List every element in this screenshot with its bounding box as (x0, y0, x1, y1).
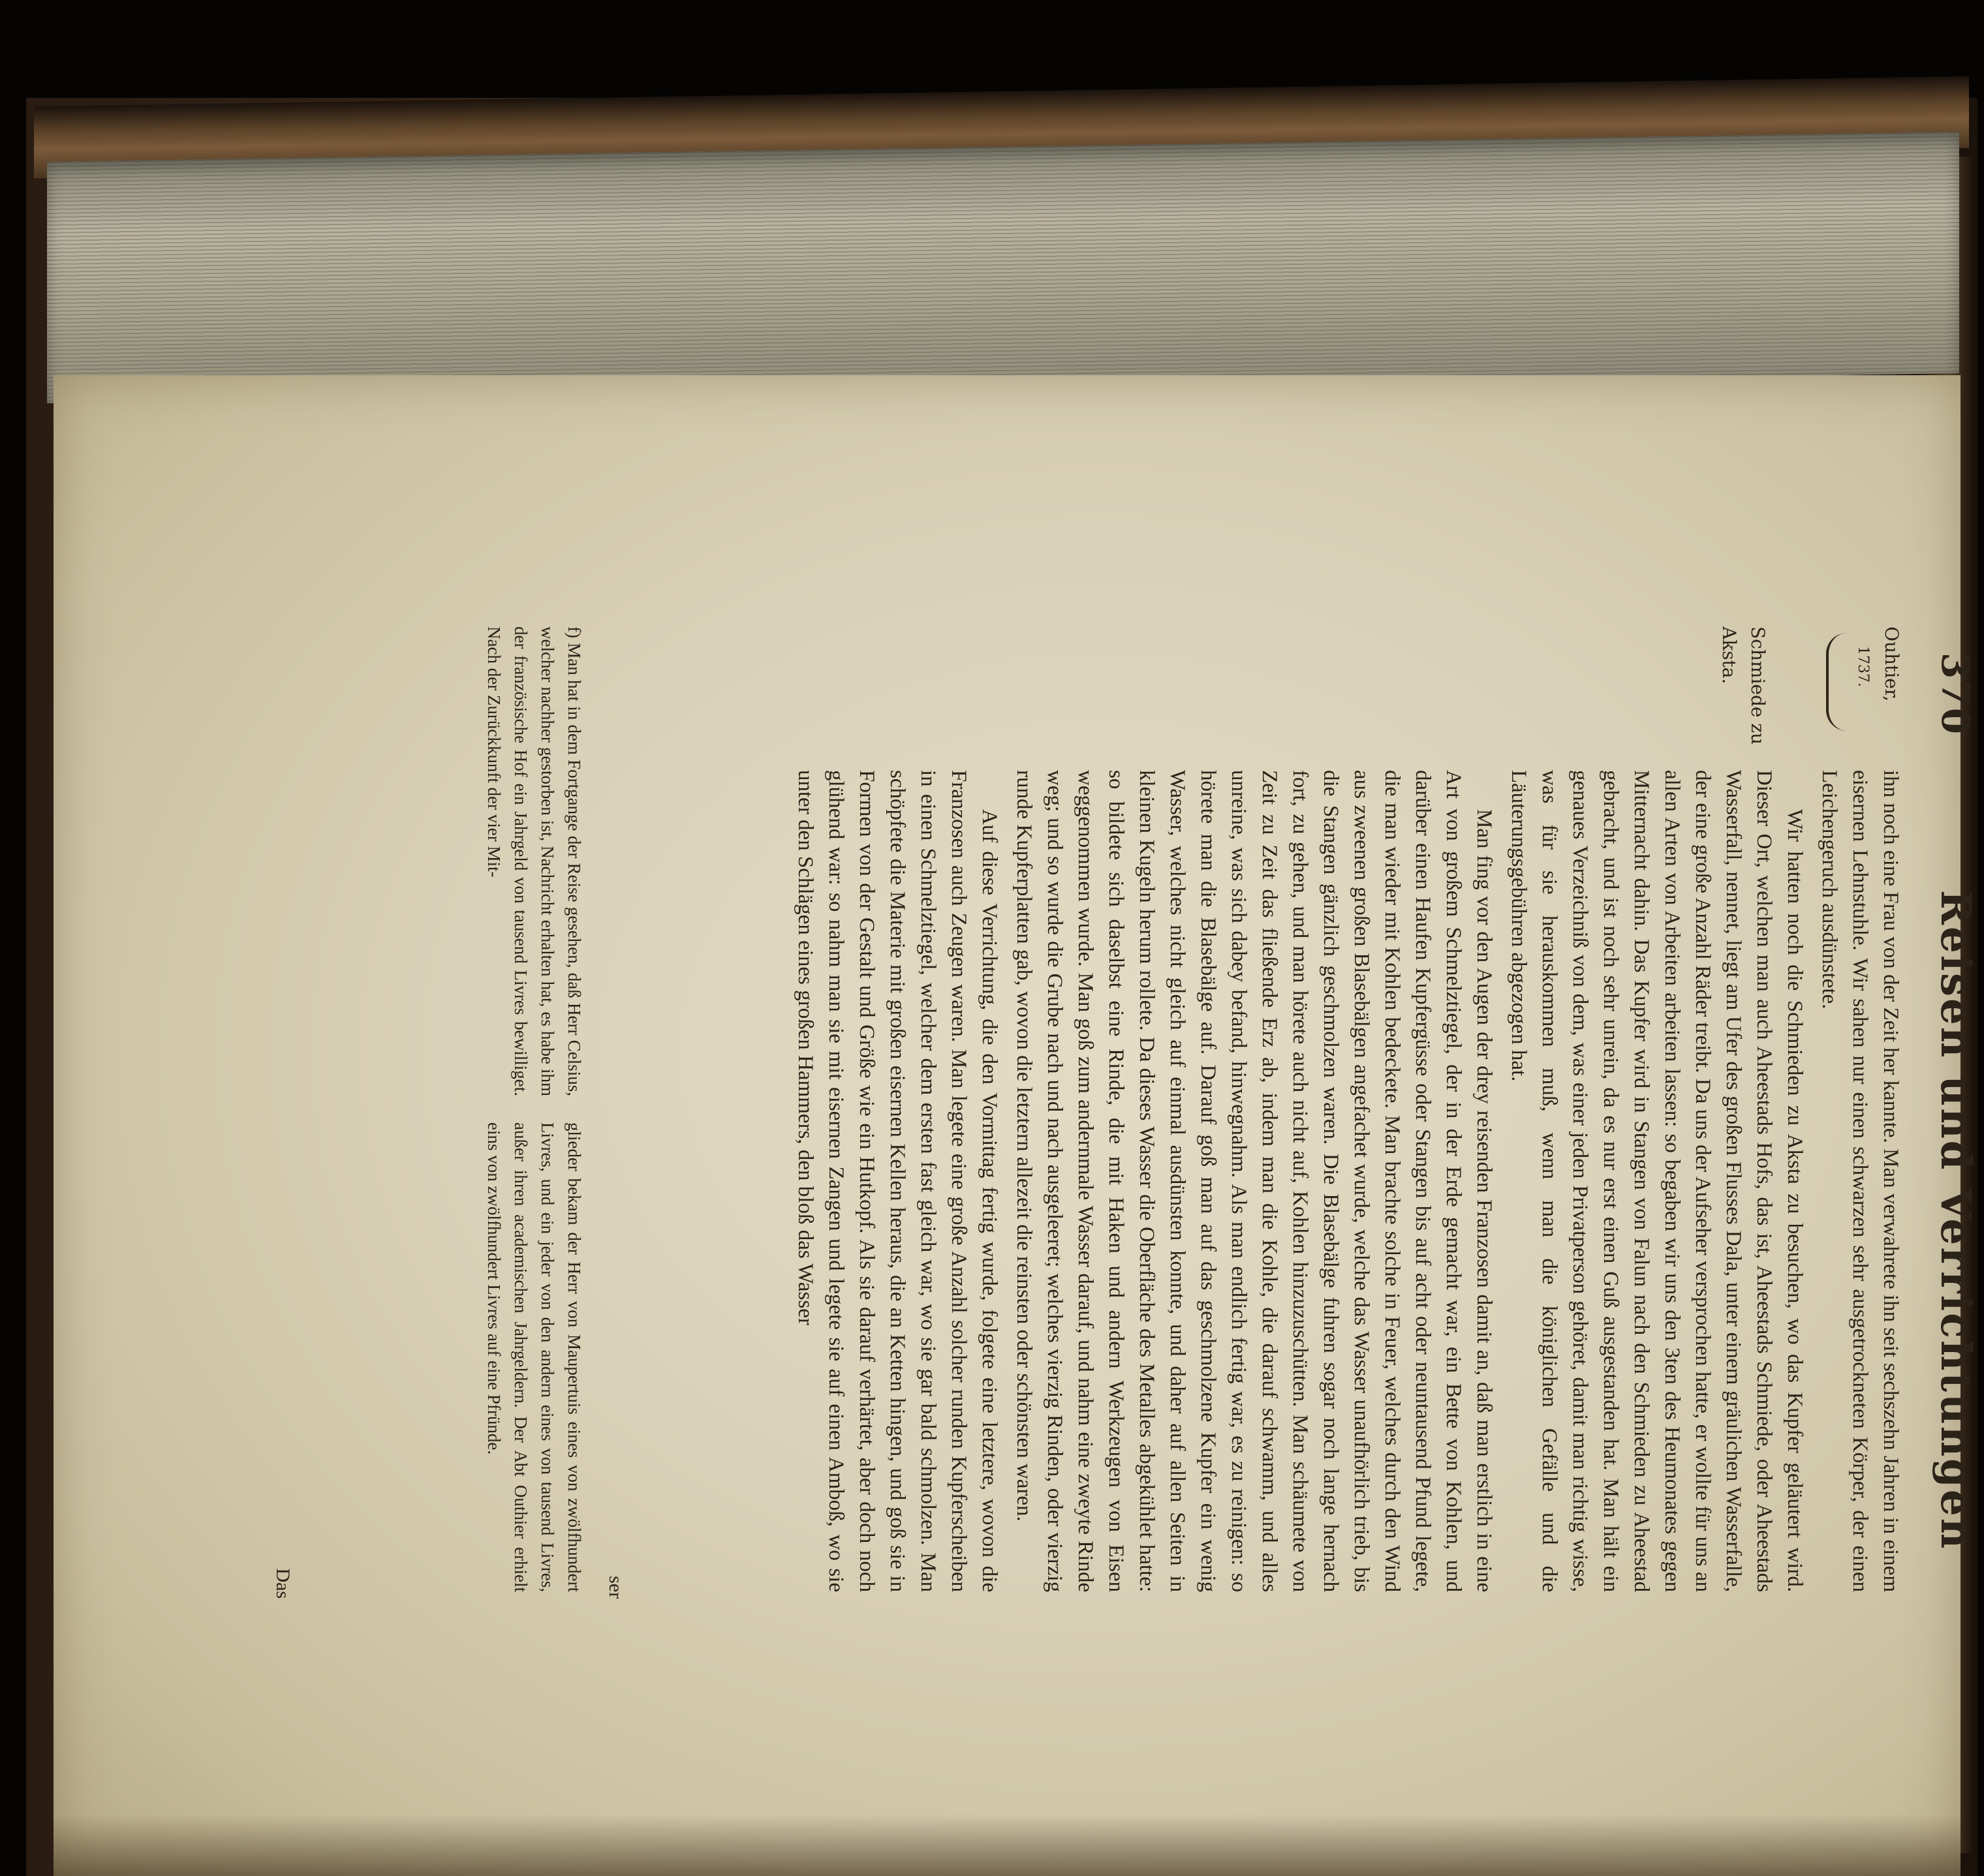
footnote-column-left (480, 626, 587, 1096)
paragraph-2: Wir hatten noch die Schmieden zu Aksta zu besuchen, wo das Kupfer geläutert wird. Dieser Ort, welchen man auch Aheestads Hofs, das ist, Aheestads Schmiede, oder Aheestads Wasserfall, nennet, liegt am Ufer des großen Flusses Dala, unter einem gräulichen Wasserfalle, der eine große Anzahl Räder treibt. Da uns der Aufseher versprochen hatte, er wollte für uns an allen Arten von Arbeiten arbeiten lassen: so begaben wir uns den 3ten des Heumonates gegen Mitternacht dahin. Das Kupfer wird in Stangen von Falun nach den Schmieden zu Aheestad gebracht, und ist noch sehr unrein, da es nur erst einen Guß ausgestanden hat. Man hält ein genaues Verzeichniß von dem, was einer jeden Privatperson gehöret, damit man richtig wisse, was für sie herauskommen muß, wenn man die königlichen Gefälle und die Läuterungsgebühren abgezogen hat. (1507, 770, 1806, 1592)
catchword-footnote: Das (272, 1568, 294, 1599)
margin-note-outhier (1826, 626, 1906, 763)
running-title: Reisen und Verrichtungen (1931, 889, 1980, 1551)
rotated-text-block (261, 626, 1984, 1605)
margin-note-schmiede-line2: Aksta. (1718, 626, 1740, 684)
page-number: 370 (1933, 653, 1977, 736)
running-head (1925, 626, 1984, 1605)
page-gutter-shadow (54, 1814, 1961, 1876)
footnote-left-text: f) Man hat in dem Fortgange der Reise gesehen, daß Herr Celsius, welcher nachher gestorben ist, Nachricht erhalten hat, es habe ihm der französische Hof ein Jahrgeld von tausend Livres bewilliget. Nach der Zurückkunft der vier Mit- (484, 626, 584, 1096)
page-block-edges (47, 132, 1959, 403)
margin-note-schmiede-line1: Schmiede zu (1747, 626, 1769, 745)
footnote-column-right (480, 1122, 587, 1592)
paragraph-1: ihn noch eine Frau von der Zeit her kannte. Man verwahrete ihn seit sechszehn Jahren in einem eisernen Lehnstuhle. Wir sahen nur einen schwarzen sehr ausgetrockneten Körper, der einen Leichengeruch ausdünstete. (1818, 770, 1902, 1592)
paragraph-4: Auf diese Verrichtung, die den Vormittag fertig wurde, folgete eine letztere, wovon die Franzosen auch Zeugen waren. Man legete eine große Anzahl solcher runden Kupferscheiben in einen Schmelztiegel, welcher dem ersten fast gleich war, wo sie gar bald schmolzen. Man schöpfete die Materie mit großen eisernen Kellen heraus, die an Ketten hingen, und goß sie in Formen von der Gestalt und Größe wie ein Hutkopf. Als sie darauf verhärtet, aber doch noch glühend war: so nahm man sie mit eisernen Zangen und legete sie auf einen Amboß, wo sie unter den Schlägen eines großen Hammers, den bloß das Wasser (794, 770, 1001, 1592)
paragraph-3: Man fing vor den Augen der drey reisenden Franzosen damit an, daß man erstlich in eine Art von großem Schmelztiegel, der in der Erde gemacht war, ein Bette von Kohlen, und darüber einen Haufen Kupfergüsse oder Stangen bis auf acht oder neuntausend Pfund legete, die man wieder mit Kohlen bedeckete. Man brachte solche in Feuer, welches durch den Wind aus zweenen großen Blasebälgen angefachet wurde, welche das Wasser unaufhörlich trieb, bis die Stangen gänzlich geschmolzen waren. Die Blasebälge fuhren sogar noch lange hernach fort, zu gehen, und man hörete auch nicht auf, Kohlen hinzuzuschütten. Man schäumete von Zeit zu Zeit das fließende Erz ab, indem man die Kohle, die darauf schwamm, und alles unreine, was sich dabey befand, hinwegnahm. Als man endlich fertig war, es zu reinigen: so hörete man die Blasebälge auf. Darauf goß man auf das geschmolzene Kupfer ein wenig Wasser, welches nicht gleich auf einmal ausdünsten konnte, und daher auf allen Seiten in kleinen Kugeln herum rollete. Da dieses Wasser die Oberfläche des Metalles abgekühlet hatte: so bildete sich daselbst eine Rinde, die mit Haken und andern Werkzeugen von Eisen weggenommen wurde. Man goß zum andernmale Wasser darauf, und nahm eine zweyte Rinde weg; und so wurde die Grube nach und nach ausgeleeret; welches vierzig Rinden, oder vierzig runde Kupferplatten gab, wovon die letztern allezeit die reinsten oder schönsten waren. (1012, 770, 1496, 1592)
main-text (786, 770, 1906, 1592)
footnote-right-text: glieder bekam der Herr von Maupertuis eines von zwölfhundert Livres, und ein jeder von den andern eines von tausend Livres, außer ihren academischen Jahrgeldern. Der Abt Outhier erhielt eins von zwölfhundert Livres auf eine Pfründe. (484, 1122, 584, 1592)
margin-note-schmiede (1714, 626, 1772, 763)
brace-mark (1826, 633, 1847, 731)
margin-note-outhier-name: Ouhtier, (1881, 626, 1902, 702)
catchword-main: ser (605, 1576, 627, 1599)
margin-note-year: 1737. (1855, 646, 1871, 687)
